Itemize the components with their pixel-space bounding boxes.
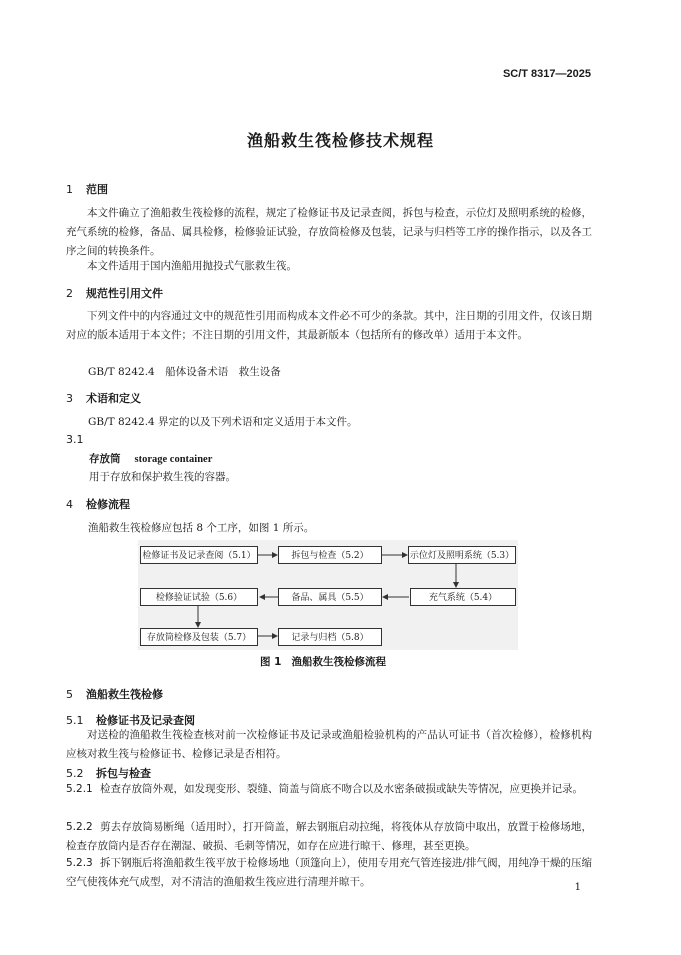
section-number: 4 [66,498,73,511]
section-1-heading [66,181,108,197]
clause-5-2-2 [66,818,592,856]
section-4-paragraph: 渔船救生筏检修应包括 8 个工序，如图 1 所示。 [88,522,315,534]
subsection-title: 检修证书及记录查阅 [96,714,195,727]
section-title: 规范性引用文件 [86,287,163,300]
clause-number: 5.2.1 [66,783,93,795]
flow-step-5-8: 记录与归档（5.8） [278,628,382,646]
section-title: 渔船救生筏检修 [86,688,163,701]
page-number: 1 [574,882,581,893]
clause-text: 拆下钢瓶后将渔船救生筏平放于检修场地（顶篷向上），使用专用充气管连接进/排气阀，用纯净干燥的压缩空气使筏体充气成型，对不清洁的渔船救生筏应进行清理并晾干。 [66,857,592,888]
standard-code: SC/T 8317—2025 [502,68,591,80]
term-heading [89,451,212,466]
term-number: 3.1 [66,433,84,446]
figure-caption [66,654,592,669]
normative-reference: GB/T 8242.4 船体设备术语 救生设备 [88,366,281,378]
section-5-heading [66,686,163,702]
term-chinese: 存放筒 [89,453,121,465]
section-number: 3 [66,392,73,405]
figure-number: 图 1 [260,656,282,668]
section-title: 范围 [86,183,108,196]
subsection-title: 拆包与检查 [96,767,151,780]
clause-number: 5.2.2 [66,821,93,833]
section-1-paragraph-2: 本文件适用于国内渔船用抛投式气胀救生筏。 [87,260,297,272]
section-title: 检修流程 [86,498,130,511]
subsection-number: 5.2 [66,767,84,780]
term-definition: 用于存放和保护救生筏的容器。 [89,471,236,483]
subsection-number: 5.1 [66,714,84,727]
flow-step-5-3: 示位灯及照明系统（5.3） [408,546,516,564]
flow-step-5-2: 拆包与检查（5.2） [278,546,382,564]
flow-step-5-4: 充气系统（5.4） [410,588,516,606]
flow-step-5-6: 检修验证试验（5.6） [140,588,258,606]
subsection-5-2-heading [66,765,151,781]
document-title: 渔船救生筏检修技术规程 [246,131,434,150]
section-title: 术语和定义 [86,392,141,405]
section-3-paragraph: GB/T 8242.4 界定的以及下列术语和定义适用于本文件。 [88,416,358,428]
flow-step-5-5: 备品、属具（5.5） [278,588,382,606]
flow-step-5-1: 检修证书及记录查阅（5.1） [140,546,258,564]
flowchart [138,540,518,650]
term-english: storage container [134,454,213,465]
flow-step-5-7: 存放筒检修及包装（5.7） [140,628,258,646]
section-2-paragraph: 下列文件中的内容通过文中的规范性引用而构成本文件必不可少的条款。其中，注日期的引用文件，仅该日期对应的版本适用于本文件；不注日期的引用文件，其最新版本（包括所有的修改单）适用于本文件。 [66,310,592,341]
section-number: 2 [66,287,73,300]
figure-title: 渔船救生筏检修流程 [291,656,386,668]
clause-5-2-3 [66,854,592,892]
section-3-heading [66,390,141,406]
section-number: 5 [66,688,73,701]
clause-text: 检查存放筒外观，如发现变形、裂缝、筒盖与筒底不吻合以及水密条破损或缺失等情况，应更换并记录。 [100,783,583,795]
section-1-paragraph-1: 本文件确立了渔船救生筏检修的流程，规定了检修证书及记录查阅，拆包与检查，示位灯及照明系统的检修，充气系统的检修，备品、属具检修，检修验证试验，存放筒检修及包装，记录与归档等工序的操作指示，以及各工序之间的转换条件。 [66,207,592,257]
section-number: 1 [66,183,73,196]
clause-number: 5.2.3 [66,857,93,869]
clause-text: 剪去存放筒易断绳（适用时），打开筒盖，解去钢瓶启动拉绳，将筏体从存放筒中取出，放置于检修场地，检查存放筒内是否存在潮湿、破损、毛刺等情况，如存在应进行晾干、修理，甚至更换。 [66,821,592,852]
section-2-heading [66,285,163,301]
subsection-5-1-paragraph: 对送检的渔船救生筏检查核对前一次检修证书及记录或渔船检验机构的产品认可证书（首次检修），检修机构应核对救生筏与检修证书、检修记录是否相符。 [66,729,592,760]
section-4-heading [66,496,130,512]
clause-5-2-1 [66,780,592,799]
